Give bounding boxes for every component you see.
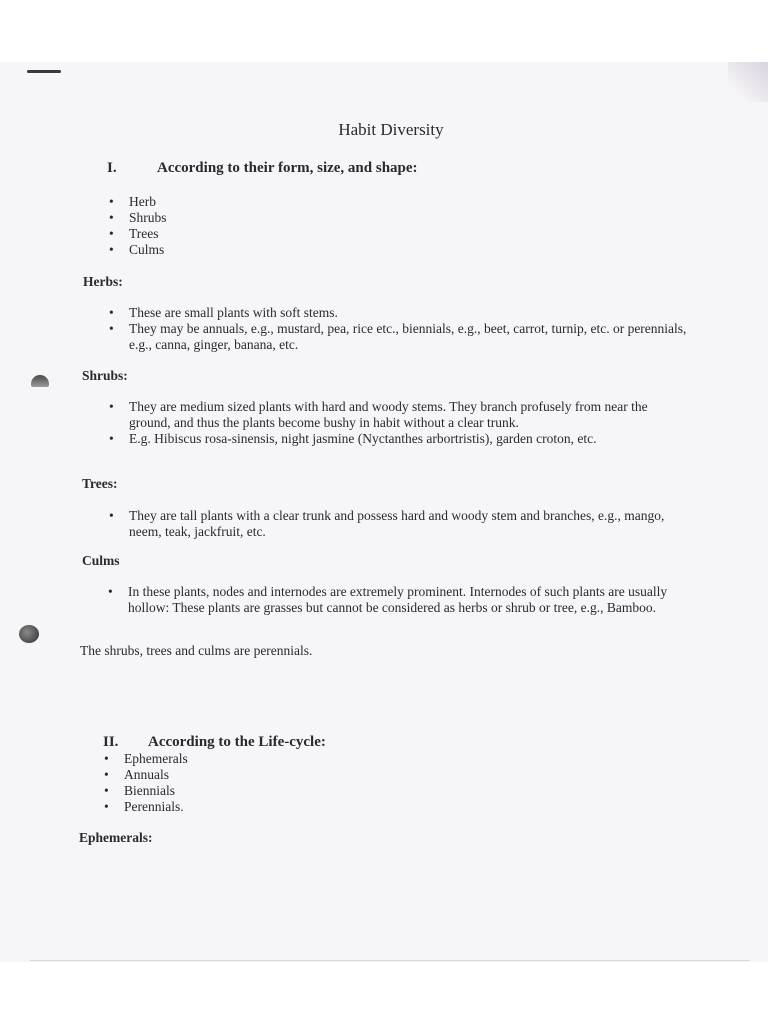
- perennial-note: The shrubs, trees and culms are perennials.: [80, 643, 313, 658]
- herbs-list: [107, 305, 689, 353]
- shrubs-list: [107, 399, 689, 447]
- section-1-title: According to their form, size, and shape:: [157, 160, 418, 176]
- section-2-title: According to the Life-cycle:: [148, 734, 326, 750]
- culms-label: Culms: [82, 553, 120, 568]
- culms-list: [106, 584, 673, 616]
- list-item: • They are tall plants with a clear trunk and possess hard and woody stem and branches, e.g., mango, neem, teak, jackfruit, etc.: [129, 508, 689, 540]
- list-item: • Trees: [129, 226, 167, 242]
- list-item: • E.g. Hibiscus rosa-sinensis, night jasmine (Nyctanthes arbortristis), garden croton, etc.: [129, 431, 689, 447]
- list-item: • These are small plants with soft stems.: [129, 305, 689, 321]
- section-1-list: [107, 194, 167, 258]
- page-title: Habit Diversity: [338, 120, 444, 139]
- list-item: • Ephemerals: [124, 751, 188, 767]
- section-2-heading: [103, 734, 326, 750]
- list-item: • In these plants, nodes and internodes are extremely prominent. Internodes of such plants are usually hollow: These plants are grasses but cannot be considered as herbs or shrub or tree, e.g., Bamboo.: [128, 584, 673, 616]
- list-item: • Shrubs: [129, 210, 167, 226]
- section-2-list: [102, 751, 188, 815]
- trees-label: Trees:: [82, 476, 118, 491]
- list-item: • Herb: [129, 194, 167, 210]
- section-1-numeral: I.: [107, 160, 117, 176]
- trees-list: [107, 508, 689, 540]
- list-item: • Biennials: [124, 783, 188, 799]
- section-1-heading: [107, 160, 418, 176]
- list-item: • Culms: [129, 242, 167, 258]
- section-2-numeral: II.: [103, 734, 119, 750]
- herbs-label: Herbs:: [83, 274, 123, 289]
- list-item: • Annuals: [124, 767, 188, 783]
- ephemerals-label: Ephemerals:: [79, 830, 153, 845]
- list-item: • They are medium sized plants with hard and woody stems. They branch profusely from near the ground, and thus the plants become bushy in habit without a clear trunk.: [129, 399, 689, 431]
- list-item: • They may be annuals, e.g., mustard, pea, rice etc., biennials, e.g., beet, carrot, turnip, etc. or perennials, e.g., canna, ginger, banana, etc.: [129, 321, 689, 353]
- shrubs-label: Shrubs:: [82, 368, 128, 383]
- list-item: • Perennials.: [124, 799, 188, 815]
